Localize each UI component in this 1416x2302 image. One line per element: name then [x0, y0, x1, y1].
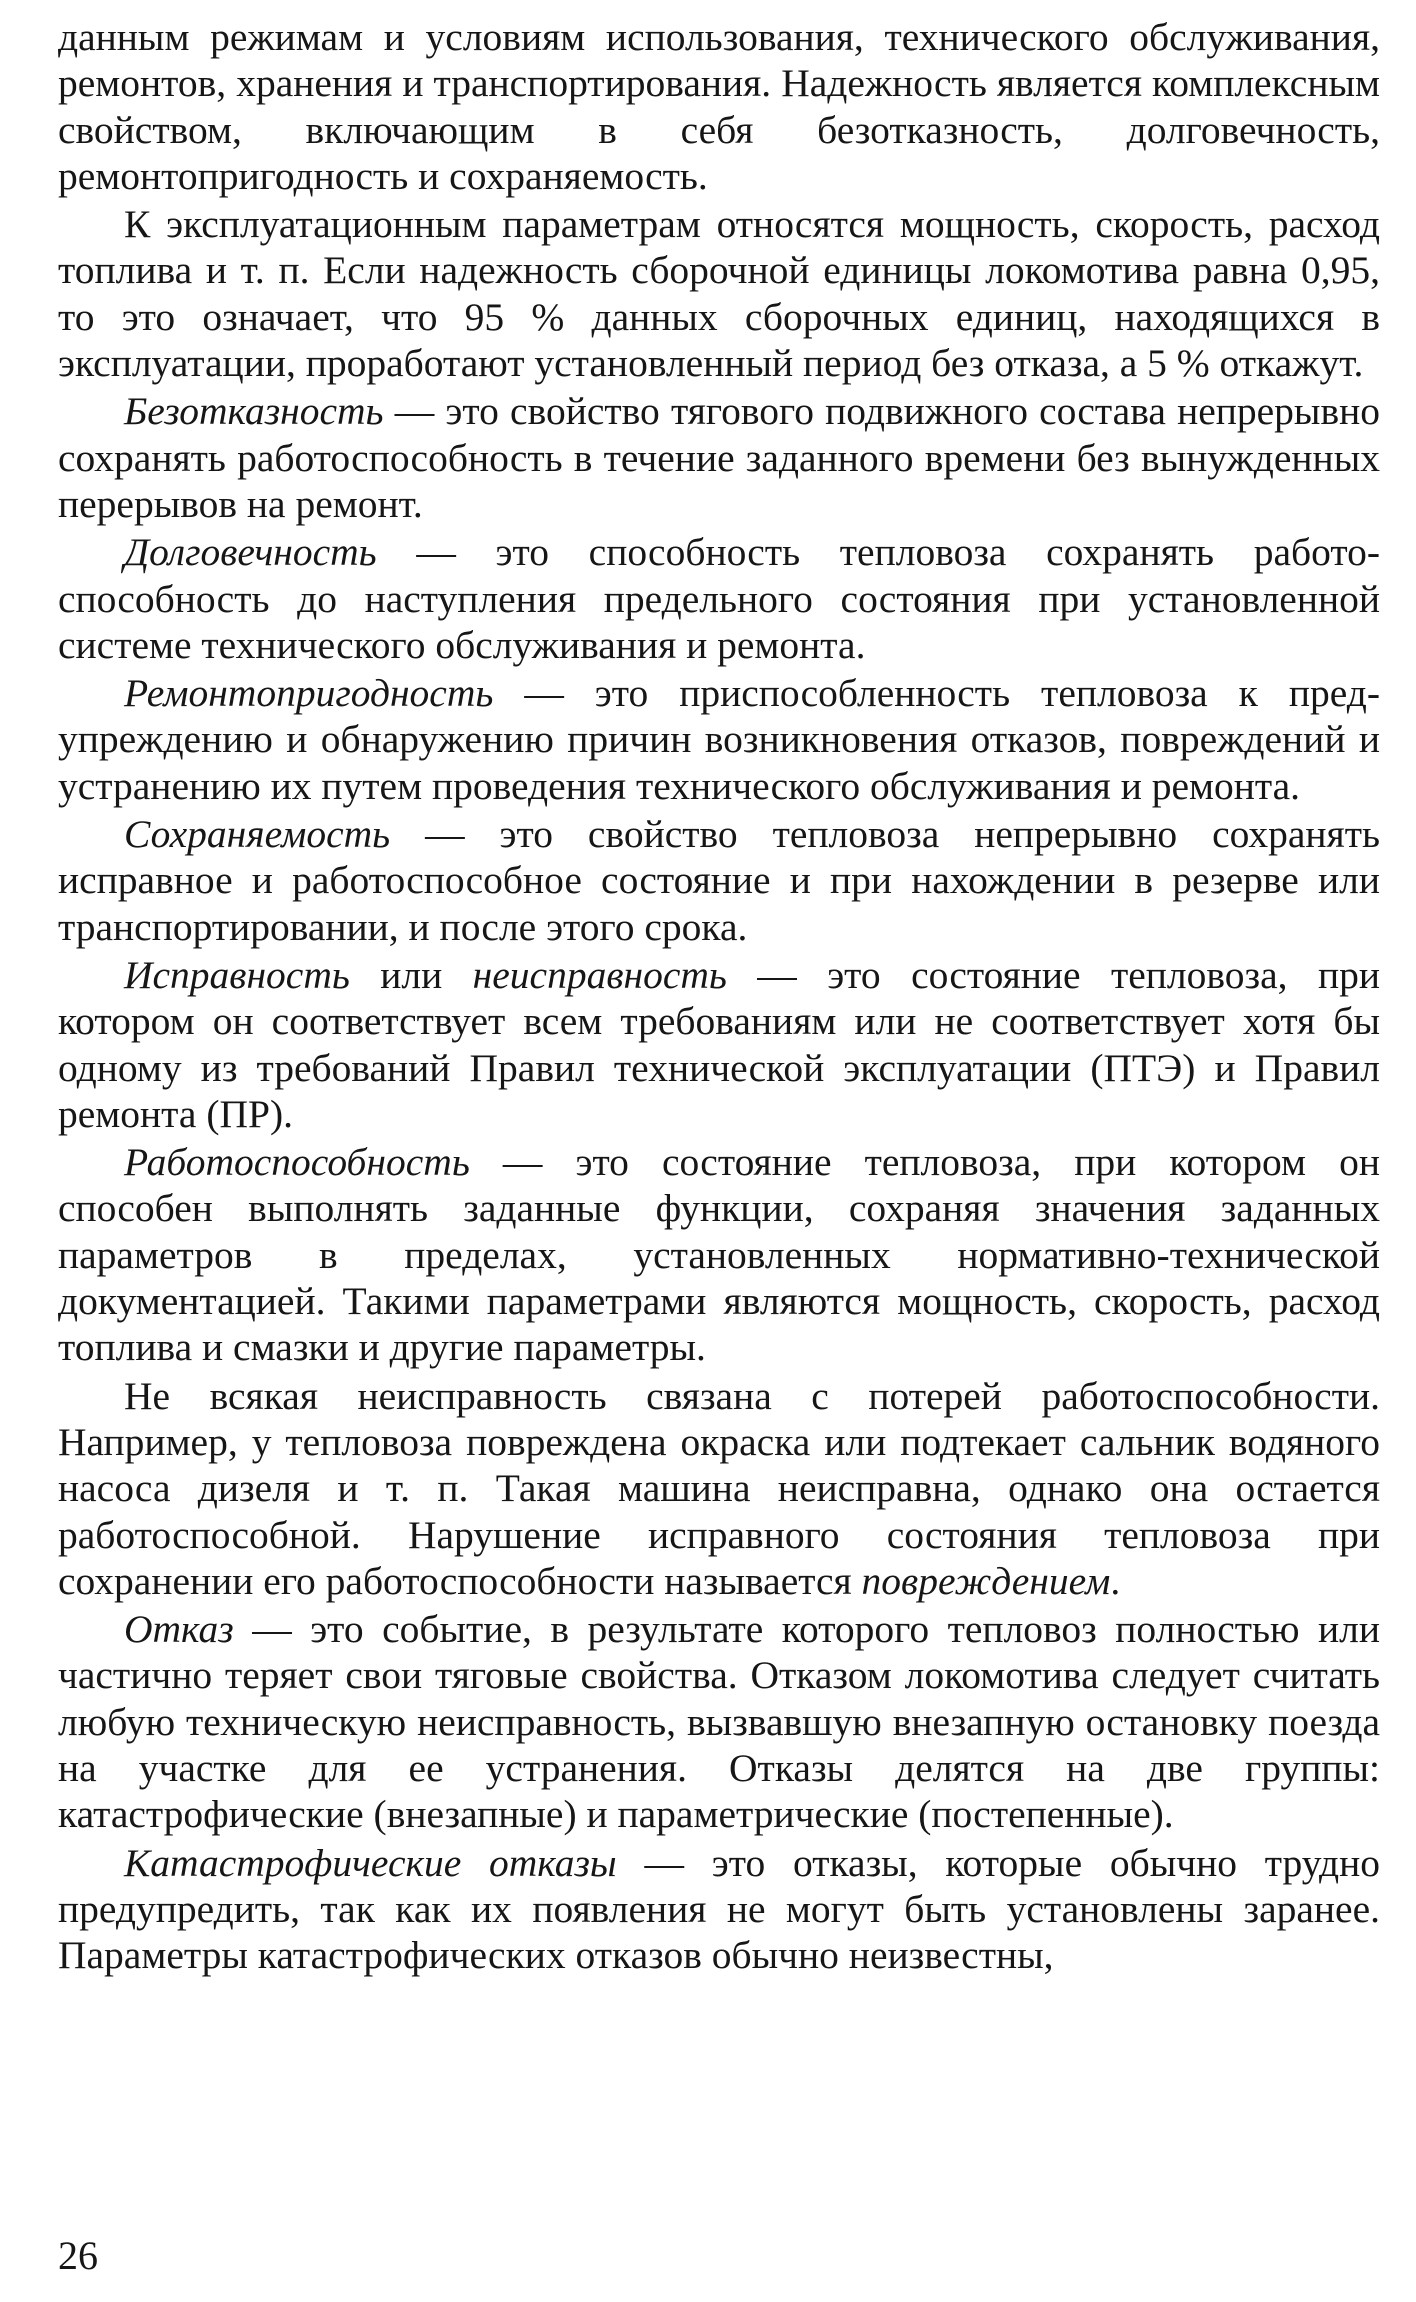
- paragraph-serviceability-definition: [58, 952, 1380, 1137]
- paragraph-text: — это состояние тепловоза, при котором он способен выполнять заданные функции, сохраняя значения заданных параметров в пределах, установленных нормативно-технической документацией. Такими параметрами являются мощность, скорость, расход топлива и смазки и другие параметры.: [58, 1140, 1380, 1370]
- term-maintainability: Ремонтопригодность: [124, 671, 494, 716]
- term-reliability: Безотказность: [124, 389, 384, 434]
- term-faultiness: неисправность: [472, 952, 727, 997]
- paragraph-operability-definition: [58, 1139, 1380, 1370]
- paragraph-text: — это способность тепловоза сохранять работоспособность до наступления предельного состояния при установленной системе технического обслуживания и ремонта.: [58, 530, 1380, 667]
- term-storability: Сохраняемость: [124, 812, 391, 857]
- paragraph-text: данным режимам и условиям использования, технического обслуживания, ремонтов, хранения и транспортирования. Надежность является комплексным свойством, включающим в себя безотказность, долговечность, ремонтопригодность и сохраняемость.: [58, 15, 1380, 198]
- term-damage: повреждением: [861, 1558, 1111, 1603]
- paragraph-text: Не всякая неисправность связана с потерей работоспособности. Например, у тепловоза повреждена окраска или подтекает сальник водяного насоса дизеля и т. п. Такая машина неисправна, однако она остается работоспособной. Нарушение исправного состояния тепловоза при сохранении его работоспособности называется: [58, 1373, 1380, 1603]
- page-number: 26: [58, 2233, 98, 2278]
- paragraph-text: .: [1110, 1558, 1121, 1603]
- term-failure: Отказ: [124, 1607, 234, 1652]
- paragraph-text: К эксплуатационным параметрам относятся мощность, скорость, расход топлива и т. п. Если надежность сборочной единицы локомотива равна 0,95, то это означает, что 95 % данных сборочных единиц, находящихся в эксплуатации, проработают установленный период без отказа, а 5 % откажут.: [58, 202, 1380, 386]
- paragraph-operational-parameters: [58, 201, 1380, 386]
- page-body: [58, 14, 1380, 1978]
- paragraph-text: — это событие, в результате которого тепловоз полностью или частично теряет свои тяговые свойства. Отказом локомотива следует считать любую техническую неисправность, вызвавшую внезапную остановку поезда на участке для ее устранения. Отказы делятся на две группы: катастрофические (внезапные) и параметрические (постепенные).: [58, 1607, 1380, 1837]
- term-operability: Работоспособность: [124, 1140, 470, 1185]
- term-serviceability: Исправность: [124, 952, 350, 997]
- paragraph-maintainability-definition: [58, 670, 1380, 809]
- paragraph-reliability-definition: [58, 388, 1380, 527]
- paragraph-intro-continuation: [58, 14, 1380, 199]
- paragraph-text: — это свойство тепловоза непрерывно сохранять исправное и работоспособное состояние и при нахождении в резерве или транспортировании, и после этого срока.: [58, 812, 1380, 949]
- term-durability: Долговечность: [124, 530, 377, 575]
- term-catastrophic-failures: Катастрофические отказы: [124, 1840, 617, 1885]
- paragraph-durability-definition: [58, 529, 1380, 668]
- paragraph-storability-definition: [58, 811, 1380, 950]
- paragraph-text: — это отказы, которые обычно трудно предупредить, так как их появления не могут быть установлены заранее. Параметры катастрофических отказов обычно неизвестны,: [58, 1840, 1381, 1978]
- paragraph-catastrophic-failures-definition: [58, 1840, 1380, 1979]
- paragraph-text: — это приспособленность тепловоза к предупреждению и обнаружению причин возникновения отказов, повреждений и устранению их путем проведения технического обслуживания и ремонта.: [58, 671, 1380, 808]
- paragraph-failure-definition: [58, 1606, 1380, 1837]
- paragraph-text: — это свойство тягового подвижного состава непрерывно сохранять работоспособность в течение заданного времени без вынужденных перерывов на ремонт.: [58, 389, 1380, 526]
- paragraph-text: — это состояние тепловоза, при котором он соответствует всем требованиям или не соответствует хотя бы одному из требований Правил технической эксплуатации (ПТЭ) и Правил ремонта (ПР).: [58, 952, 1380, 1136]
- paragraph-text: или: [349, 952, 473, 997]
- paragraph-damage-explanation: [58, 1373, 1380, 1604]
